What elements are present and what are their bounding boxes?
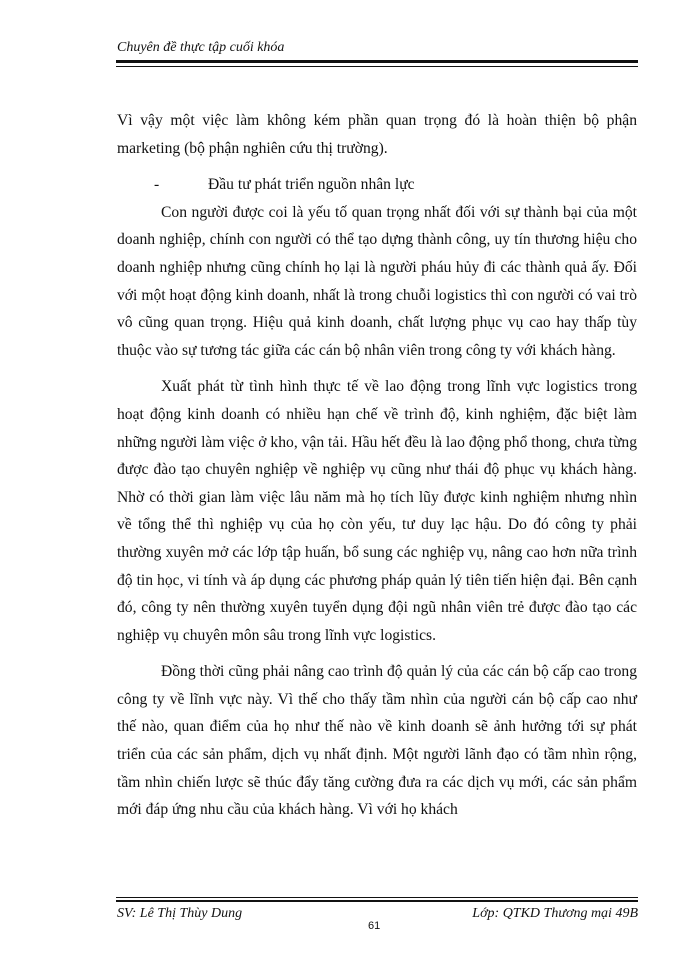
bullet-item bbox=[117, 171, 637, 199]
document-body bbox=[117, 107, 637, 824]
paragraph-human-role: Con người được coi là yếu tố quan trọng nhất đối với sự thành bại của một doanh nghiệp, chính con người có thể tạo dựng thành công, uy tín thương hiệu cho doanh nghiệp nhưng cũng chính họ lại là người pháu hủy đi các thành quả ấy. Đối với một hoạt động kinh doanh, nhất là trong chuỗi logistics thì con người có vai trò vô cũng quan trọng. Hiệu quả kinh doanh, chất lượng phục vụ cao hay thấp tùy thuộc vào sự tương tác giữa các cán bộ nhân viên trong công ty với khách hàng. bbox=[117, 203, 637, 359]
page-number: 61 bbox=[368, 920, 381, 932]
paragraph-intro: Vì vậy một việc làm không kém phần quan trọng đó là hoàn thiện bộ phận marketing (bộ phận nghiên cứu thị trường). bbox=[117, 112, 637, 157]
header-rule-thin bbox=[116, 66, 638, 67]
footer-student: SV: Lê Thị Thùy Dung bbox=[117, 906, 243, 921]
footer-rule-thin bbox=[116, 897, 638, 898]
bullet-dash: - bbox=[154, 176, 160, 194]
footer-rule-thick bbox=[116, 900, 638, 902]
header-rule-thick bbox=[116, 60, 638, 63]
paragraph-labor-situation: Xuất phát từ tình hình thực tế về lao động trong lĩnh vực logistics trong hoạt động kinh doanh có nhiều hạn chế về trình độ, kinh nghiệm, đặc biệt làm những người làm việc ở kho, vận tải. Hầu hết đều là lao động phổ thong, chưa từng được đào tạo chuyên nghiệp về nghiệp vụ cũng như thái độ phục vụ khách hàng. Nhờ có thời gian làm việc lâu năm mà họ tích lũy được kinh nghiệm nhưng nhìn về tổng thể thì nghiệp vụ của họ còn yếu, tư duy lạc hậu. Do đó công ty phải thường xuyên mở các lớp tập huấn, bổ sung các nghiệp vụ, nâng cao hơn nữa trình độ tin học, vi tính và áp dụng các phương pháp quản lý tiên tiến hiện đại. Bên cạnh đó, công ty nên thường xuyên tuyển dụng đội ngũ nhân viên trẻ được đào tạo các nghiệp vụ chuyên môn sâu trong lĩnh vực logistics. bbox=[117, 378, 637, 644]
footer-class: Lớp: QTKD Thương mại 49B bbox=[472, 906, 638, 921]
bullet-text: Đầu tư phát triển nguồn nhân lực bbox=[208, 176, 415, 194]
page-header-title: Chuyên đề thực tập cuối khóa bbox=[117, 40, 285, 55]
paragraph-management: Đồng thời cũng phải nâng cao trình độ quản lý của các cán bộ cấp cao trong công ty về lĩnh vực này. Vì thế cho thấy tầm nhìn của người cán bộ cấp cao như thế nào, quan điểm của họ như thế nào về kinh doanh sẽ ảnh hưởng tới sự phát triển của các sản phẩm, dịch vụ nhất định. Một người lãnh đạo có tầm nhìn rộng, tầm nhìn chiến lược sẽ thúc đẩy tăng cường đưa ra các dịch vụ mới, các sản phẩm mới đáp ứng nhu cầu của khách hàng. Vì với họ khách bbox=[117, 663, 637, 819]
